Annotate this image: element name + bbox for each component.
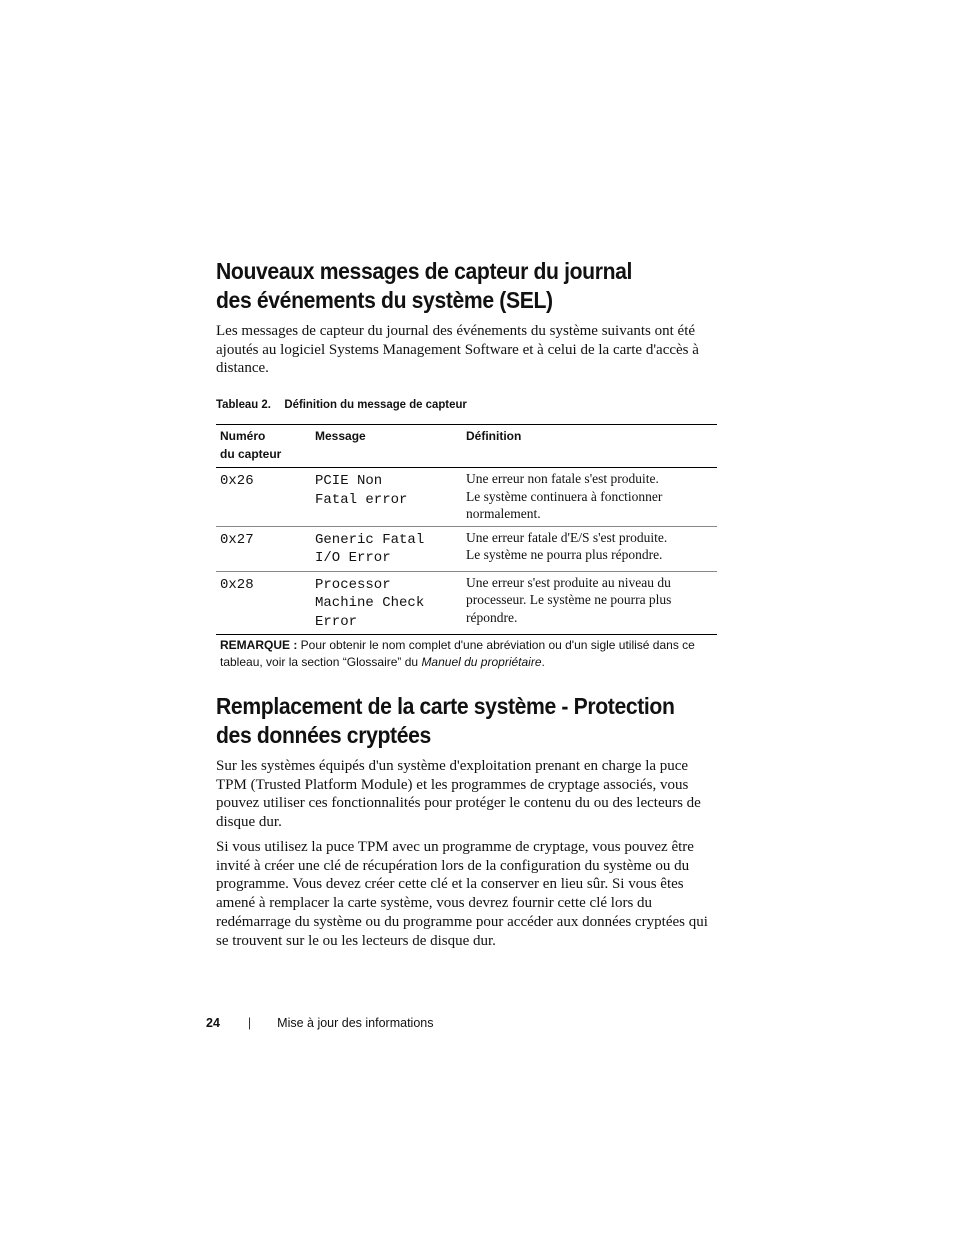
definition-line: Une erreur non fatale s'est produite.	[466, 471, 659, 486]
footer-title: Mise à jour des informations	[277, 1016, 434, 1030]
sensor-message-table	[216, 424, 717, 635]
definition-line: Une erreur s'est produite au niveau du	[466, 574, 671, 590]
header-message: Message	[311, 425, 462, 468]
sensor-code: 0x26	[216, 468, 311, 527]
message-line: Machine Check	[315, 595, 425, 611]
intro-paragraph: Les messages de capteur du journal des événements du système suivants ont été ajoutés au logiciel Systems Management Software et à celui de la carte d'accès à distance.	[216, 323, 699, 377]
definition-line: normalement.	[466, 506, 541, 521]
table-row	[216, 468, 717, 527]
header-text: du capteur	[220, 447, 282, 461]
message-line: Fatal error	[315, 491, 408, 508]
definition-line: Une erreur fatale d'E/S s'est produite.	[466, 529, 668, 545]
note-text: Pour obtenir le nom complet d'une abréviation ou d'un sigle utilisé dans ce tableau, voir la section “Glossaire” du	[220, 638, 695, 669]
header-definition: Définition	[462, 425, 717, 468]
table-row	[216, 571, 717, 635]
definition-line: répondre.	[466, 609, 518, 625]
section-title-sel	[216, 257, 632, 315]
sensor-code: 0x27	[216, 526, 311, 571]
header-sensor-number	[216, 425, 311, 468]
definition-line: processeur. Le système ne pourra plus	[466, 592, 672, 607]
sensor-message	[311, 571, 462, 635]
definition-line: Le système continuera à fonctionner	[466, 488, 663, 504]
message-line: I/O Error	[315, 550, 391, 566]
section-title-replacement	[216, 692, 675, 750]
note-label: REMARQUE :	[220, 638, 298, 652]
body-paragraph: Si vous utilisez la puce TPM avec un programme de cryptage, vous pouvez être invité à créer une clé de récupération lors de la configuration du système ou du programme. Vous devez créer cette clé et la conserver en lieu sûr. Si vous êtes amené à remplacer la carte système, vous devrez fournir cette clé lors du redémarrage du système ou du programme pour accéder aux données cryptées qui se trouvent sur le ou les lecteurs de disque dur.	[216, 839, 708, 949]
definition-line: Le système ne pourra plus répondre.	[466, 547, 663, 562]
note-manual-reference: Manuel du propriétaire	[421, 654, 542, 669]
sensor-message	[311, 468, 462, 527]
page-number: 24	[206, 1016, 220, 1030]
table-caption	[216, 397, 467, 411]
page-footer	[206, 1016, 433, 1030]
sensor-definition	[462, 468, 717, 527]
footer-separator: |	[247, 1016, 252, 1030]
note-text-end: .	[541, 654, 545, 669]
note-box	[220, 637, 710, 670]
sensor-definition	[462, 526, 717, 571]
table-row	[216, 526, 717, 571]
message-line: Generic Fatal	[315, 531, 425, 548]
table-caption-title: Définition du message de capteur	[284, 397, 467, 411]
section-title-line: Remplacement de la carte système - Protection	[216, 693, 675, 719]
table-header-row	[216, 425, 717, 468]
message-line: Error	[315, 613, 358, 630]
sensor-message	[311, 526, 462, 571]
sensor-code: 0x28	[216, 571, 311, 635]
message-line: Processor	[315, 576, 391, 593]
section-title-line: des événements du système (SEL)	[216, 287, 553, 313]
header-text: Numéro	[220, 429, 266, 443]
sensor-definition	[462, 571, 717, 635]
message-line: PCIE Non	[315, 473, 383, 489]
section-title-line: des données cryptées	[216, 722, 431, 748]
section-title-line: Nouveaux messages de capteur du journal	[216, 258, 633, 284]
body-paragraph: Sur les systèmes équipés d'un système d'exploitation prenant en charge la puce TPM (Trusted Platform Module) et les programmes de cryptage associés, vous pouvez utiliser ces fonctionnalités pour protéger le contenu du ou des lecteurs de disque dur.	[216, 758, 701, 831]
table-caption-number: Tableau 2.	[216, 397, 271, 411]
